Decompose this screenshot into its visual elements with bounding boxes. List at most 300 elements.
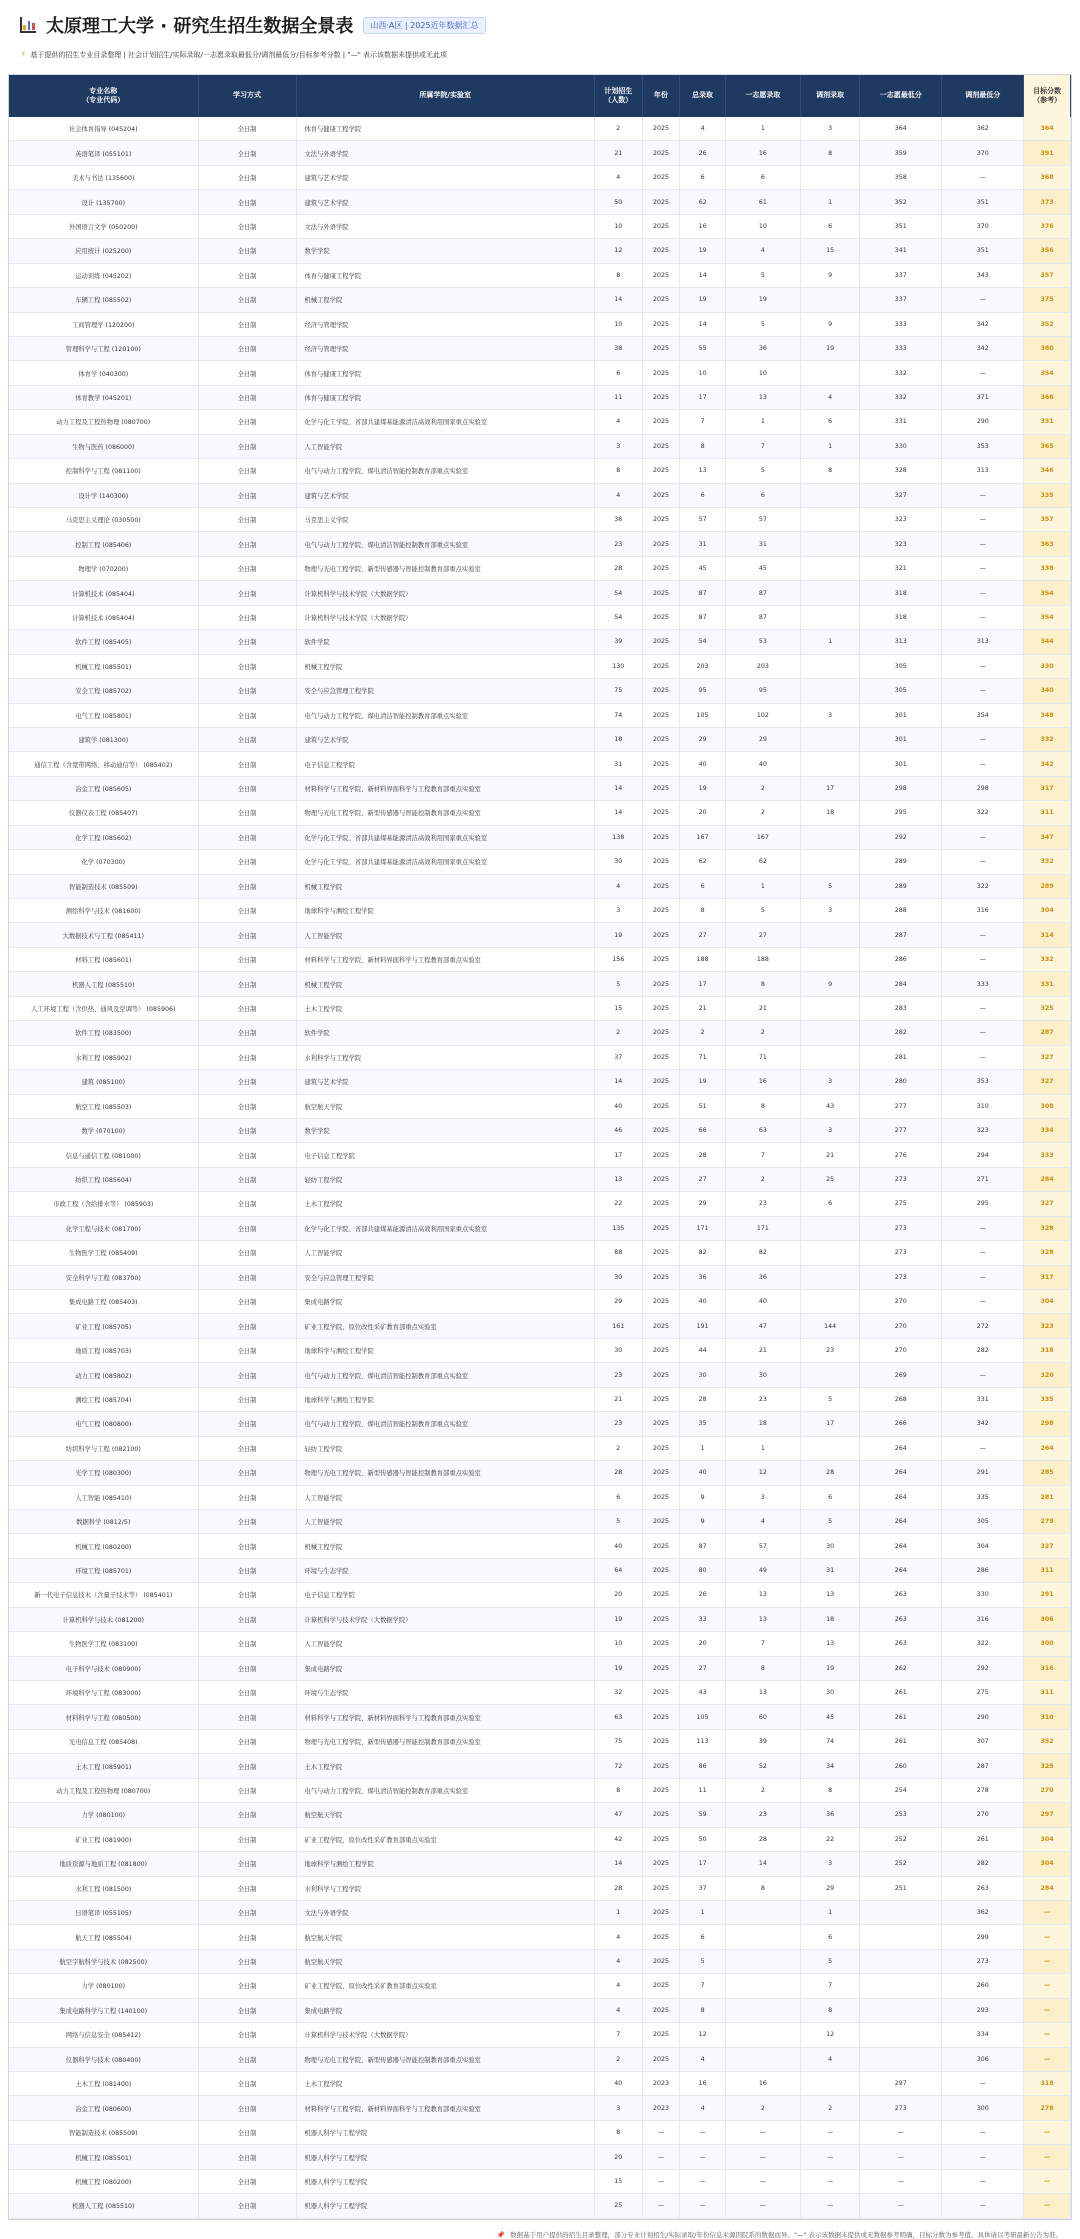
cell-mode: 全日制 xyxy=(198,1534,296,1558)
column-header-year: 年份 xyxy=(642,75,680,117)
cell-college: 土木工程学院 xyxy=(296,1754,594,1778)
cell-college: 体育与健康工程学院 xyxy=(296,117,594,141)
cell-first-min: 323 xyxy=(860,508,942,532)
cell-plan: 14 xyxy=(594,801,642,825)
cell-major: 环境工程 (085701) xyxy=(9,1558,198,1582)
cell-mode: 全日制 xyxy=(198,1998,296,2022)
cell-first-choice: 47 xyxy=(725,1314,800,1338)
cell-first-min: 251 xyxy=(860,1876,942,1900)
cell-first-min: 359 xyxy=(860,141,942,165)
cell-mode: 全日制 xyxy=(198,2120,296,2144)
cell-mode: 全日制 xyxy=(198,850,296,874)
cell-major: 矿业工程 (081900) xyxy=(9,1827,198,1851)
cell-year: 2025 xyxy=(642,947,680,971)
cell-mode: 全日制 xyxy=(198,117,296,141)
cell-mode: 全日制 xyxy=(198,1118,296,1142)
cell-adjust xyxy=(801,288,860,312)
subtitle-text: 基于提供的招生专业目录整理 | 社会计划招生/实际录取/一志愿录取最低分/调剂最低分/目标参考分数 | "—" 表示该数据未提供或无此项 xyxy=(30,51,448,59)
cell-first-choice: 1 xyxy=(725,117,800,141)
cell-total: 36 xyxy=(680,1265,726,1289)
cell-first-choice xyxy=(725,2047,800,2071)
cell-year: 2025 xyxy=(642,581,680,605)
cell-adjust-min: — xyxy=(942,483,1024,507)
cell-mode: 全日制 xyxy=(198,899,296,923)
cell-year: 2025 xyxy=(642,1754,680,1778)
cell-plan: 1 xyxy=(594,1900,642,1924)
cell-mode: 全日制 xyxy=(198,1070,296,1094)
cell-major: 机械工程 (085501) xyxy=(9,2145,198,2169)
cell-adjust xyxy=(801,1436,860,1460)
cell-adjust: 1 xyxy=(801,1900,860,1924)
cell-first-min: 333 xyxy=(860,312,942,336)
cell-plan: 37 xyxy=(594,1045,642,1069)
cell-adjust-min: 354 xyxy=(942,703,1024,727)
cell-college: 电气与动力工程学院、煤电清洁智能控制教育部重点实验室 xyxy=(296,532,594,556)
cell-major: 仪器科学与技术 (080400) xyxy=(9,2047,198,2071)
cell-college: 体育与健康工程学院 xyxy=(296,361,594,385)
cell-mode: 全日制 xyxy=(198,1363,296,1387)
cell-target: — xyxy=(1024,2169,1071,2193)
cell-plan: 10 xyxy=(594,312,642,336)
table-row xyxy=(9,288,1071,312)
cell-mode: 全日制 xyxy=(198,1974,296,1998)
cell-adjust: 8 xyxy=(801,1778,860,1802)
cell-major: 材料科学与工程 (080500) xyxy=(9,1705,198,1729)
cell-target: 366 xyxy=(1024,385,1071,409)
column-header-first-choice: 一志愿录取 xyxy=(725,75,800,117)
page-header xyxy=(0,0,1080,62)
cell-adjust-min: 261 xyxy=(942,1827,1024,1851)
cell-mode: 全日制 xyxy=(198,385,296,409)
cell-mode: 全日制 xyxy=(198,2145,296,2169)
cell-first-choice: 23 xyxy=(725,1387,800,1411)
cell-college: 文法与外语学院 xyxy=(296,141,594,165)
cell-target: 297 xyxy=(1024,1803,1071,1827)
cell-adjust: 3 xyxy=(801,1070,860,1094)
cell-college: 水利科学与工程学院 xyxy=(296,1045,594,1069)
table-row xyxy=(9,1925,1071,1949)
cell-college: 矿业工程学院、原位改性采矿教育部重点实验室 xyxy=(296,1974,594,1998)
cell-first-choice: 14 xyxy=(725,1852,800,1876)
cell-mode: 全日制 xyxy=(198,801,296,825)
table-row xyxy=(9,556,1071,580)
cell-college: 物理与光电工程学院、新型传感器与智能控制教育部重点实验室 xyxy=(296,1729,594,1753)
cell-mode: 全日制 xyxy=(198,1705,296,1729)
cell-first-choice xyxy=(725,1949,800,1973)
cell-college: 安全与应急管理工程学院 xyxy=(296,1265,594,1289)
cell-first-choice: 7 xyxy=(725,1143,800,1167)
cell-adjust: 6 xyxy=(801,1485,860,1509)
table-row xyxy=(9,1852,1071,1876)
cell-adjust-min: 272 xyxy=(942,1314,1024,1338)
cell-total: 54 xyxy=(680,630,726,654)
cell-year: 2025 xyxy=(642,1265,680,1289)
cell-first-choice: 57 xyxy=(725,508,800,532)
cell-total: 40 xyxy=(680,752,726,776)
cell-plan: 72 xyxy=(594,1754,642,1778)
cell-plan: 2 xyxy=(594,1021,642,1045)
cell-total: 16 xyxy=(680,214,726,238)
cell-adjust-min: 343 xyxy=(942,263,1024,287)
cell-year: 2025 xyxy=(642,1827,680,1851)
cell-year: 2025 xyxy=(642,703,680,727)
cell-first-choice: 4 xyxy=(725,1509,800,1533)
cell-adjust xyxy=(801,2072,860,2096)
cell-college: 经济与管理学院 xyxy=(296,336,594,360)
cell-first-choice xyxy=(725,2023,800,2047)
cell-plan: 17 xyxy=(594,1143,642,1167)
table-row xyxy=(9,776,1071,800)
cell-target: 380 xyxy=(1024,336,1071,360)
cell-target: 354 xyxy=(1024,581,1071,605)
table-row xyxy=(9,1558,1071,1582)
cell-first-min: 318 xyxy=(860,605,942,629)
cell-adjust: 17 xyxy=(801,776,860,800)
cell-major: 数据科学 (0812/5) xyxy=(9,1509,198,1533)
cell-plan: 30 xyxy=(594,850,642,874)
cell-mode: 全日制 xyxy=(198,1607,296,1631)
cell-first-choice: 60 xyxy=(725,1705,800,1729)
cell-college: 人工智能学院 xyxy=(296,434,594,458)
cell-target: — xyxy=(1024,1925,1071,1949)
cell-adjust: 5 xyxy=(801,1949,860,1973)
cell-first-choice: 5 xyxy=(725,263,800,287)
cell-college: 集成电路学院 xyxy=(296,1656,594,1680)
cell-total: 27 xyxy=(680,923,726,947)
cell-first-choice: 6 xyxy=(725,483,800,507)
cell-first-min: 254 xyxy=(860,1778,942,1802)
cell-year: 2023 xyxy=(642,2072,680,2096)
cell-college: 航空航天学院 xyxy=(296,1925,594,1949)
cell-year: 2025 xyxy=(642,1778,680,1802)
cell-first-choice: 61 xyxy=(725,190,800,214)
cell-year: 2025 xyxy=(642,1803,680,1827)
cell-adjust xyxy=(801,483,860,507)
cell-adjust-min: — xyxy=(942,947,1024,971)
table-row xyxy=(9,1387,1071,1411)
cell-major: 建筑 (085100) xyxy=(9,1070,198,1094)
cell-adjust: 144 xyxy=(801,1314,860,1338)
cell-plan: 8 xyxy=(594,459,642,483)
cell-mode: 全日制 xyxy=(198,1094,296,1118)
cell-total: 2 xyxy=(680,1021,726,1045)
table-row xyxy=(9,1192,1071,1216)
cell-target: 332 xyxy=(1024,947,1071,971)
cell-plan: 88 xyxy=(594,1241,642,1265)
table-row xyxy=(9,703,1071,727)
cell-plan: 54 xyxy=(594,581,642,605)
cell-college: 建筑与艺术学院 xyxy=(296,165,594,189)
table-row xyxy=(9,1045,1071,1069)
cell-adjust-min: — xyxy=(942,532,1024,556)
cell-adjust xyxy=(801,361,860,385)
cell-major: 水利工程 (081500) xyxy=(9,1876,198,1900)
cell-total: 62 xyxy=(680,190,726,214)
cell-year: 2025 xyxy=(642,2047,680,2071)
cell-year: 2025 xyxy=(642,532,680,556)
cell-year: 2025 xyxy=(642,654,680,678)
cell-target: 332 xyxy=(1024,850,1071,874)
cell-mode: 全日制 xyxy=(198,1338,296,1362)
cell-first-min xyxy=(860,1900,942,1924)
cell-first-choice: — xyxy=(725,2120,800,2144)
cell-first-min: 264 xyxy=(860,1485,942,1509)
cell-first-min: 260 xyxy=(860,1754,942,1778)
cell-adjust-min: — xyxy=(942,752,1024,776)
cell-year: 2025 xyxy=(642,1925,680,1949)
cell-target: 325 xyxy=(1024,996,1071,1020)
cell-first-min: 298 xyxy=(860,776,942,800)
cell-major: 机械工程 (080200) xyxy=(9,1534,198,1558)
cell-college: 地球科学与测绘工程学院 xyxy=(296,1387,594,1411)
cell-college: 电子信息工程学院 xyxy=(296,752,594,776)
cell-first-min: 318 xyxy=(860,581,942,605)
cell-target: 347 xyxy=(1024,825,1071,849)
cell-plan: 22 xyxy=(594,1192,642,1216)
column-header-adjust-min: 调剂最低分 xyxy=(942,75,1024,117)
cell-adjust: 30 xyxy=(801,1681,860,1705)
cell-adjust-min: 323 xyxy=(942,1118,1024,1142)
cell-college: 机械工程学院 xyxy=(296,1534,594,1558)
column-header-major: 专业名称 （专业代码） xyxy=(9,75,198,117)
cell-mode: 全日制 xyxy=(198,1803,296,1827)
cell-mode: 全日制 xyxy=(198,1436,296,1460)
cell-adjust: 43 xyxy=(801,1094,860,1118)
cell-first-choice: 2 xyxy=(725,1778,800,1802)
cell-college: 地球科学与测绘工程学院 xyxy=(296,899,594,923)
cell-year: 2025 xyxy=(642,1681,680,1705)
cell-target: — xyxy=(1024,1900,1071,1924)
table-row xyxy=(9,654,1071,678)
cell-mode: 全日制 xyxy=(198,1852,296,1876)
cell-first-choice: 12 xyxy=(725,1461,800,1485)
cell-total: 17 xyxy=(680,972,726,996)
table-row xyxy=(9,141,1071,165)
table-row xyxy=(9,532,1071,556)
cell-total: — xyxy=(680,2145,726,2169)
cell-plan: 21 xyxy=(594,141,642,165)
cell-first-choice: 171 xyxy=(725,1216,800,1240)
table-row xyxy=(9,1167,1071,1191)
cell-adjust-min: 316 xyxy=(942,1607,1024,1631)
cell-adjust xyxy=(801,165,860,189)
cell-major: 光电信息工程 (085408) xyxy=(9,1729,198,1753)
cell-major: 马克思主义理论 (030500) xyxy=(9,508,198,532)
cell-year: 2025 xyxy=(642,899,680,923)
cell-plan: 29 xyxy=(594,1290,642,1314)
cell-total: 26 xyxy=(680,141,726,165)
cell-total: 113 xyxy=(680,1729,726,1753)
cell-adjust-min: 275 xyxy=(942,1681,1024,1705)
table-row xyxy=(9,1241,1071,1265)
cell-adjust-min: 322 xyxy=(942,801,1024,825)
cell-total: 17 xyxy=(680,1852,726,1876)
cell-major: 材料工程 (085601) xyxy=(9,947,198,971)
cell-target: 317 xyxy=(1024,1265,1071,1289)
cell-mode: 全日制 xyxy=(198,190,296,214)
cell-plan: 3 xyxy=(594,434,642,458)
cell-adjust xyxy=(801,947,860,971)
cell-adjust: 6 xyxy=(801,1925,860,1949)
cell-first-min: 270 xyxy=(860,1314,942,1338)
cell-major: 人工智能 (085410) xyxy=(9,1485,198,1509)
cell-first-min: 333 xyxy=(860,336,942,360)
table-row xyxy=(9,2194,1071,2218)
cell-first-choice xyxy=(725,1900,800,1924)
lightning-icon: ⚡ xyxy=(20,50,27,60)
cell-college: 航空航天学院 xyxy=(296,1094,594,1118)
cell-year: 2025 xyxy=(642,1558,680,1582)
cell-first-choice: 29 xyxy=(725,727,800,751)
cell-target: 364 xyxy=(1024,117,1071,141)
cell-adjust: — xyxy=(801,2145,860,2169)
cell-plan: 4 xyxy=(594,1974,642,1998)
cell-target: 316 xyxy=(1024,1656,1071,1680)
cell-adjust: 30 xyxy=(801,1534,860,1558)
cell-year: 2025 xyxy=(642,336,680,360)
cell-adjust: 1 xyxy=(801,630,860,654)
table-row xyxy=(9,1363,1071,1387)
cell-college: 电子信息工程学院 xyxy=(296,1143,594,1167)
cell-college: 机器人科学与工程学院 xyxy=(296,2120,594,2144)
cell-mode: 全日制 xyxy=(198,874,296,898)
cell-target: 306 xyxy=(1024,1607,1071,1631)
cell-plan: 3 xyxy=(594,2096,642,2120)
admission-table xyxy=(9,75,1071,2219)
cell-adjust xyxy=(801,1241,860,1265)
cell-college: 机器人科学与工程学院 xyxy=(296,2169,594,2193)
cell-adjust-min: 298 xyxy=(942,776,1024,800)
cell-first-choice: 28 xyxy=(725,1827,800,1851)
cell-plan: 19 xyxy=(594,1607,642,1631)
cell-major: 市政工程（含给排水等） (085903) xyxy=(9,1192,198,1216)
cell-first-min: 275 xyxy=(860,1192,942,1216)
cell-first-choice: 13 xyxy=(725,1607,800,1631)
cell-major: 计算机技术 (085404) xyxy=(9,581,198,605)
cell-plan: 20 xyxy=(594,1583,642,1607)
cell-first-choice: — xyxy=(725,2194,800,2218)
cell-adjust: 45 xyxy=(801,1705,860,1729)
cell-college: 电气与动力工程学院、煤电清洁智能控制教育部重点实验室 xyxy=(296,459,594,483)
cell-first-min: 352 xyxy=(860,190,942,214)
cell-first-min: 273 xyxy=(860,1216,942,1240)
cell-plan: 40 xyxy=(594,2072,642,2096)
table-row xyxy=(9,850,1071,874)
cell-target: 323 xyxy=(1024,1314,1071,1338)
cell-year: 2025 xyxy=(642,1387,680,1411)
table-row xyxy=(9,1827,1071,1851)
cell-year: 2023 xyxy=(642,2096,680,2120)
cell-year: 2025 xyxy=(642,1461,680,1485)
cell-major: 化学 (070300) xyxy=(9,850,198,874)
cell-total: 1 xyxy=(680,1900,726,1924)
cell-total: 9 xyxy=(680,1509,726,1533)
cell-plan: 161 xyxy=(594,1314,642,1338)
cell-mode: 全日制 xyxy=(198,605,296,629)
cell-adjust-min: — xyxy=(942,2120,1024,2144)
cell-major: 化学工程 (085602) xyxy=(9,825,198,849)
cell-target: 354 xyxy=(1024,361,1071,385)
cell-plan: 156 xyxy=(594,947,642,971)
cell-adjust-min: 353 xyxy=(942,434,1024,458)
cell-year: 2025 xyxy=(642,801,680,825)
cell-target: 279 xyxy=(1024,1509,1071,1533)
cell-college: 轻纺工程学院 xyxy=(296,1167,594,1191)
cell-total: 14 xyxy=(680,263,726,287)
cell-year: 2025 xyxy=(642,459,680,483)
cell-target: 344 xyxy=(1024,630,1071,654)
cell-first-min: 284 xyxy=(860,972,942,996)
table-row xyxy=(9,2145,1071,2169)
cell-mode: 全日制 xyxy=(198,1021,296,1045)
cell-mode: 全日制 xyxy=(198,434,296,458)
cell-adjust-min: 351 xyxy=(942,190,1024,214)
cell-target: 281 xyxy=(1024,1485,1071,1509)
cell-first-min: 264 xyxy=(860,1436,942,1460)
cell-major: 地质工程 (085703) xyxy=(9,1338,198,1362)
cell-first-min: 358 xyxy=(860,165,942,189)
cell-adjust-min: 370 xyxy=(942,214,1024,238)
cell-total: 4 xyxy=(680,2047,726,2071)
cell-year: 2025 xyxy=(642,1070,680,1094)
cell-adjust-min: 286 xyxy=(942,1558,1024,1582)
cell-year: 2025 xyxy=(642,1974,680,1998)
cell-first-choice: 40 xyxy=(725,752,800,776)
cell-first-choice xyxy=(725,1925,800,1949)
cell-first-min: 292 xyxy=(860,825,942,849)
cell-total: 45 xyxy=(680,556,726,580)
table-row xyxy=(9,410,1071,434)
cell-major: 英语笔译 (055101) xyxy=(9,141,198,165)
cell-total: 28 xyxy=(680,1387,726,1411)
table-row xyxy=(9,361,1071,385)
cell-major: 设计 (135700) xyxy=(9,190,198,214)
cell-plan: 14 xyxy=(594,288,642,312)
cell-year: 2025 xyxy=(642,825,680,849)
cell-adjust-min: 330 xyxy=(942,1583,1024,1607)
cell-adjust: 31 xyxy=(801,1558,860,1582)
cell-target: 291 xyxy=(1024,1583,1071,1607)
cell-plan: 40 xyxy=(594,1534,642,1558)
cell-first-min: 289 xyxy=(860,850,942,874)
cell-adjust-min: — xyxy=(942,1045,1024,1069)
cell-mode: 全日制 xyxy=(198,459,296,483)
table-row xyxy=(9,1216,1071,1240)
cell-college: 体育与健康工程学院 xyxy=(296,263,594,287)
cell-target: 317 xyxy=(1024,776,1071,800)
cell-plan: 18 xyxy=(594,727,642,751)
cell-year: 2025 xyxy=(642,679,680,703)
cell-adjust: 4 xyxy=(801,2047,860,2071)
cell-first-choice xyxy=(725,1974,800,1998)
cell-first-min: 273 xyxy=(860,1167,942,1191)
cell-plan: 14 xyxy=(594,776,642,800)
cell-total: 4 xyxy=(680,117,726,141)
cell-college: 文法与外语学院 xyxy=(296,214,594,238)
cell-target: 365 xyxy=(1024,434,1071,458)
cell-total: — xyxy=(680,2194,726,2218)
cell-major: 动力工程及工程热物理 (080700) xyxy=(9,1778,198,1802)
cell-mode: 全日制 xyxy=(198,1558,296,1582)
cell-adjust xyxy=(801,825,860,849)
cell-adjust xyxy=(801,581,860,605)
cell-adjust: 22 xyxy=(801,1827,860,1851)
cell-target: 373 xyxy=(1024,190,1071,214)
cell-year: 2025 xyxy=(642,1363,680,1387)
cell-mode: 全日制 xyxy=(198,1949,296,1973)
cell-first-min: 330 xyxy=(860,434,942,458)
cell-year: 2025 xyxy=(642,1118,680,1142)
